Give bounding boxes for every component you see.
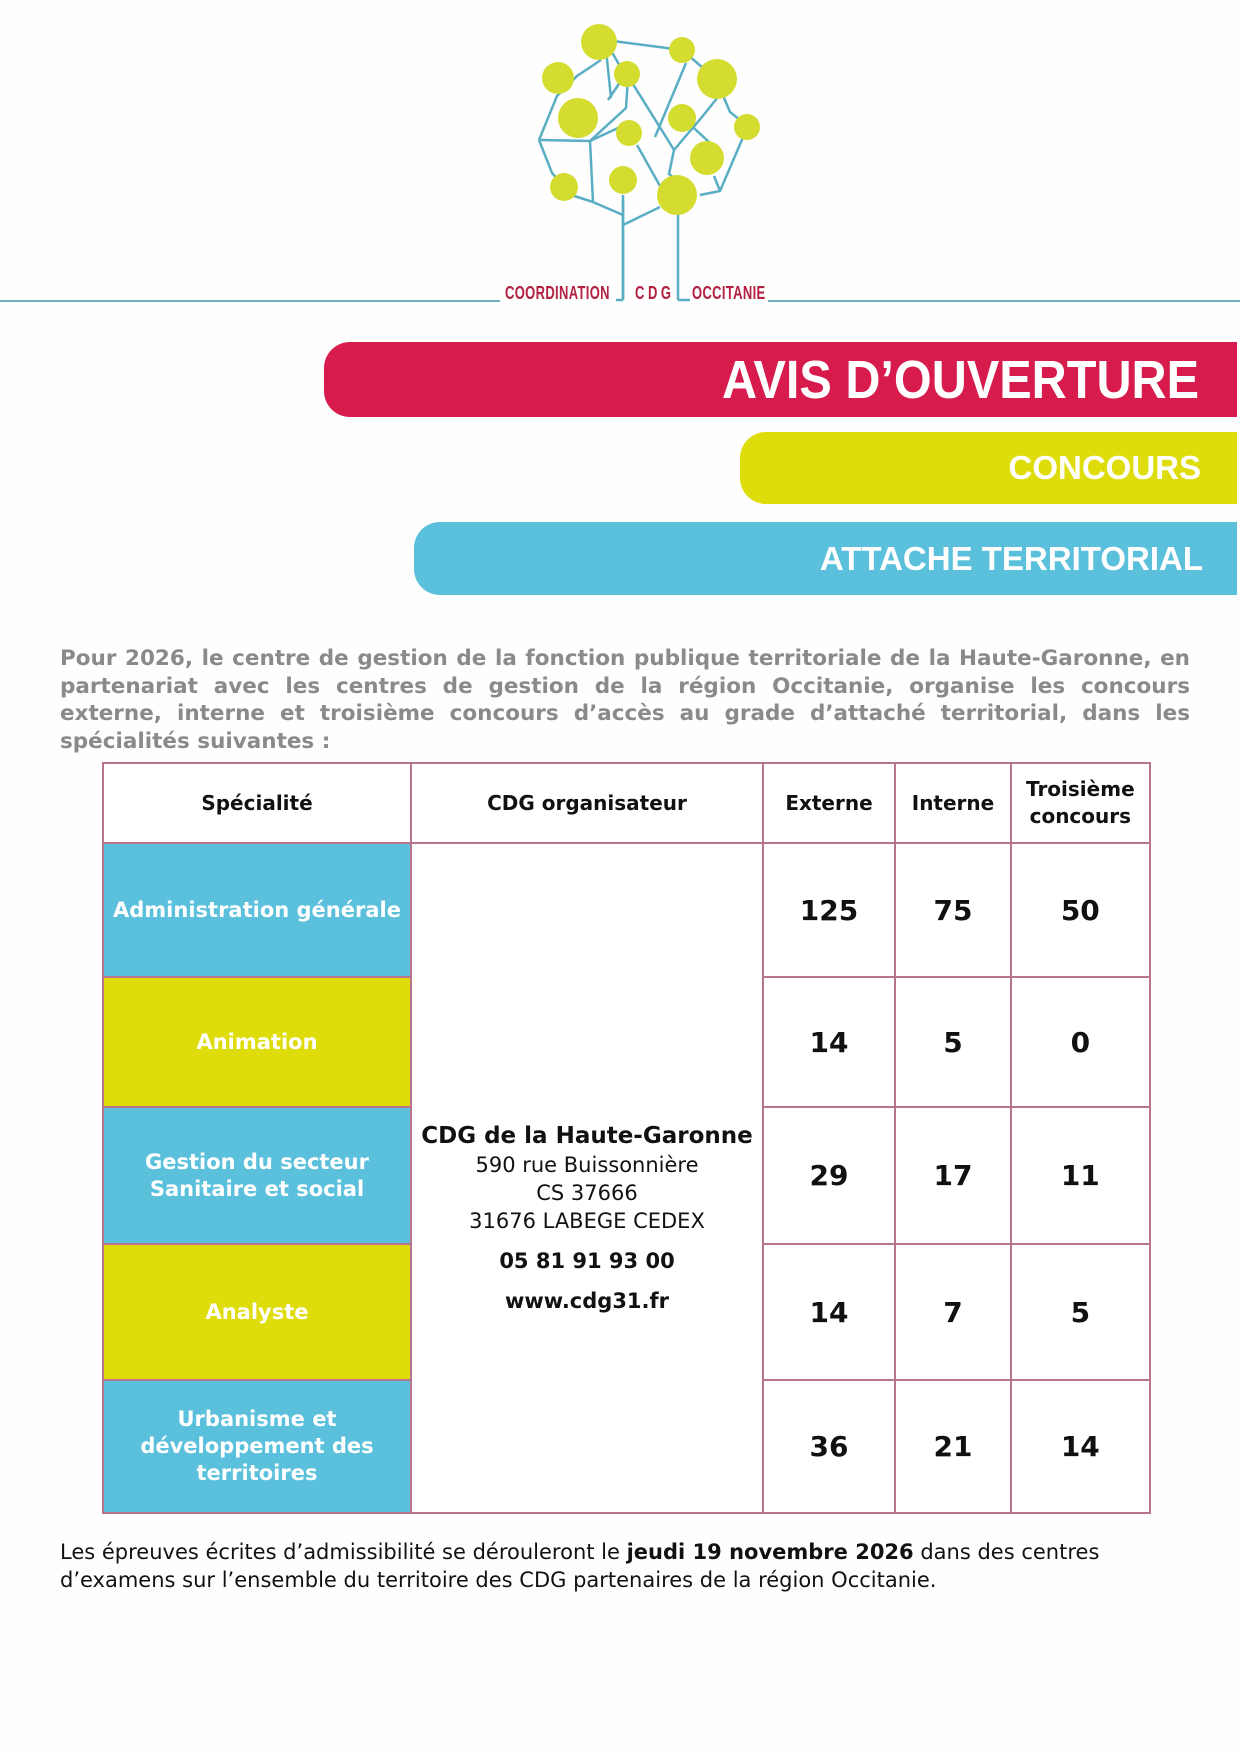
exam-date: jeudi 19 novembre 2026	[626, 1540, 914, 1564]
logo-word-cdg: CDG	[635, 283, 675, 303]
interne-count: 21	[895, 1380, 1011, 1513]
organisateur-website-link[interactable]: www.cdg31.fr	[504, 1289, 670, 1313]
externe-count: 14	[763, 1244, 895, 1380]
title-banner	[324, 342, 1237, 417]
troisieme-count: 14	[1011, 1380, 1150, 1513]
specialite-cell	[103, 1107, 411, 1244]
table-header-row	[103, 763, 1150, 843]
organisateur-name: CDG de la Haute-Garonne	[421, 1123, 753, 1149]
interne-count: 17	[895, 1107, 1011, 1244]
specialite-label: Gestion du secteur Sanitaire et social	[145, 1149, 369, 1201]
logo-word-coordination: COORDINATION	[505, 283, 610, 303]
interne-count: 75	[895, 843, 1011, 977]
header-troisieme: Troisième concours	[1011, 763, 1150, 843]
externe-count: 36	[763, 1380, 895, 1513]
grade-banner	[414, 522, 1237, 595]
specialite-cell: Administration générale	[103, 843, 411, 977]
externe-count: 29	[763, 1107, 895, 1244]
specialties-table	[102, 762, 1151, 1514]
concours-text: CONCOURS	[1008, 449, 1201, 486]
externe-count: 14	[763, 977, 895, 1107]
specialite-cell	[103, 1380, 411, 1513]
troisieme-count: 11	[1011, 1107, 1150, 1244]
table-row	[103, 843, 1150, 977]
specialite-cell: Analyste	[103, 1244, 411, 1380]
interne-count: 5	[895, 977, 1011, 1107]
footer-text-after: dans des centres d’examens sur l’ensemble du territoire des CDG partenaires de la région Occitanie.	[60, 1540, 1100, 1592]
externe-count: 125	[763, 843, 895, 977]
interne-count: 7	[895, 1244, 1011, 1380]
logo-word-occitanie: OCCITANIE	[692, 283, 766, 303]
specialite-cell: Animation	[103, 977, 411, 1107]
cdg-tree-logo-icon	[0, 0, 1240, 310]
organisateur-phone: 05 81 91 93 00	[499, 1249, 675, 1273]
header-externe: Externe	[763, 763, 895, 843]
grade-text: ATTACHE TERRITORIAL	[819, 539, 1203, 577]
organisateur-address-3: 31676 LABEGE CEDEX	[469, 1209, 705, 1233]
concours-banner	[740, 432, 1237, 504]
troisieme-count: 5	[1011, 1244, 1150, 1380]
organisateur-address-1: 590 rue Buissonnière	[475, 1153, 699, 1177]
header-specialite: Spécialité	[103, 763, 411, 843]
troisieme-count: 50	[1011, 843, 1150, 977]
footer-text-before: Les épreuves écrites d’admissibilité se dérouleront le	[60, 1540, 627, 1564]
title-text: AVIS D’OUVERTURE	[721, 349, 1199, 410]
troisieme-count: 0	[1011, 977, 1150, 1107]
exam-date-paragraph	[60, 1539, 1160, 1594]
header-organisateur: CDG organisateur	[411, 763, 763, 843]
intro-paragraph: Pour 2026, le centre de gestion de la fonction publique territoriale de la Haute-Garonne, en partenariat avec les centres de gestion de la région Occitanie, organise les concours externe, interne et troisième concours d’accès au grade d’attaché territorial, dans les spécialités suivantes :	[60, 646, 1190, 754]
specialite-label: Urbanisme et développement des territoires	[140, 1407, 374, 1485]
organisateur-cell	[411, 843, 763, 1513]
header-interne: Interne	[895, 763, 1011, 843]
organisateur-address-2: CS 37666	[536, 1181, 638, 1205]
